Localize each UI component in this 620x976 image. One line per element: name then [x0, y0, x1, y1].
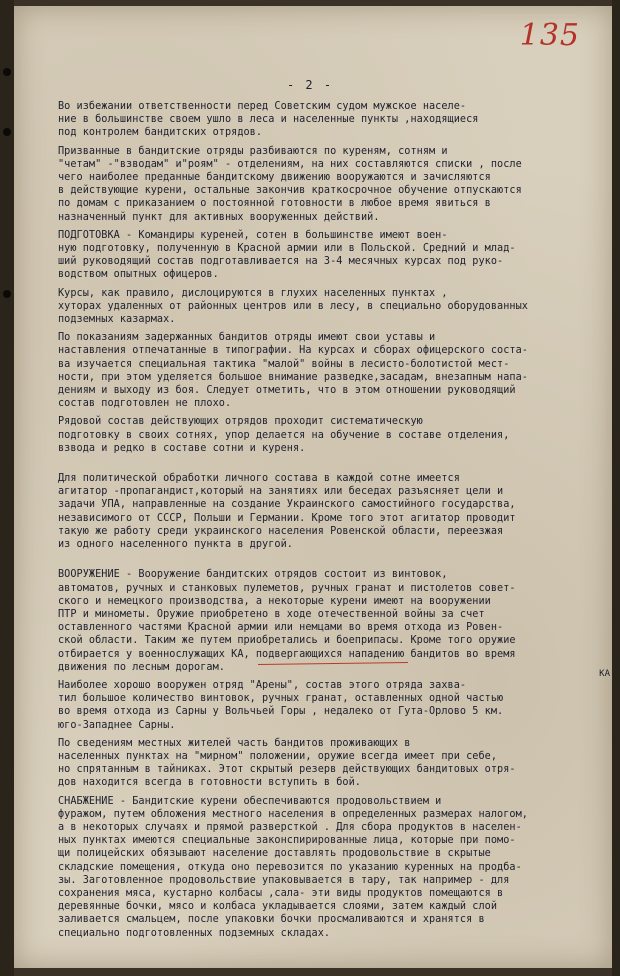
- text-line: складские помещения, откуда оно перевозится по указанию куренных на продба-: [58, 861, 522, 873]
- text-line: из одного населенного пункта в другой.: [58, 539, 293, 551]
- text-line: отбирается у военнослужащих КА, подвергающихся нападению бандитов во время: [58, 648, 516, 660]
- text-line: Наиболее хорошо вооружен отряд "Арены", состав этого отряда захва-: [58, 679, 467, 691]
- paragraph: [58, 795, 598, 940]
- text-line: населенных пунктах на "мирном" положении, оружие всегда имеет при себе,: [58, 750, 498, 762]
- paragraph: [58, 229, 598, 282]
- text-line: зы. Заготовленное продовольствие упаковывается в тару, так например - для: [58, 874, 510, 886]
- text-line: ПОДГОТОВКА - Командиры куреней, сотен в большинстве имеют воен-: [58, 229, 448, 241]
- text-line: наставления отпечатанные в типографии. На курсах и сборах офицерского соста-: [58, 345, 528, 357]
- page-number: - 2 -: [286, 78, 334, 92]
- text-line: ВООРУЖЕНИЕ - Вооружение бандитских отрядов состоит из винтовок,: [58, 569, 448, 581]
- text-line: ской области. Таким же путем приобретались и боеприпасы. Кроме того оружие: [58, 635, 516, 647]
- paragraph: [58, 415, 598, 455]
- text-line: а в некоторых случаях и прямой разверсткой . Для сбора продуктов в населен-: [58, 821, 522, 833]
- text-line: СНАБЖЕНИЕ - Бандитские курени обеспечиваются продовольствием и: [58, 795, 442, 807]
- paragraph: [58, 568, 598, 674]
- text-line: заливается смальцем, после упаковки бочки просмаливаются и хранятся в: [58, 914, 485, 926]
- text-line: водством опытных офицеров.: [58, 269, 219, 281]
- paragraph: [58, 331, 598, 410]
- text-line: Курсы, как правило, дислоцируются в глухих населенных пунктах ,: [58, 287, 448, 299]
- text-line: Призванные в бандитские отряды разбиваются по куреням, сотням и: [58, 145, 448, 157]
- text-line: такую же работу среди украинского населения Ровенской области, переезжая: [58, 525, 504, 537]
- text-line: назначенный пункт для активных вооруженных действий.: [58, 211, 380, 223]
- text-line: По сведениям местных жителей часть бандитов проживающих в: [58, 737, 411, 749]
- text-line: ние в большинстве своем ушло в леса и населенные пункты ,находящиеся: [58, 114, 479, 126]
- text-line: сохранения мяса, кустарно колбасы ,сала- эти виды продуктов помещаются в: [58, 887, 504, 899]
- text-line: Во избежании ответственности перед Советским судом мужское населе-: [58, 101, 467, 112]
- folio-number: 135: [519, 18, 580, 53]
- paragraph-gap: [58, 556, 598, 568]
- text-line: Рядовой состав действующих отрядов проходит систематическую: [58, 416, 423, 428]
- text-line: взвода и редко в составе сотни и куреня.: [58, 442, 306, 454]
- text-line: ную подготовку, полученную в Красной армии или в Польской. Средний и млад-: [58, 243, 516, 255]
- left-binding-edge: [0, 0, 14, 976]
- text-line: Для политической обработки личного состава в каждой сотне имеется: [58, 473, 460, 485]
- text-line: под контролем бандитских отрядов.: [58, 127, 263, 139]
- text-line: чего наиболее преданные бандитскому движению вооружаются и зачисляются: [58, 172, 491, 184]
- text-line: движения по лесным дорогам.: [58, 661, 225, 673]
- text-line: агитатор -пропагандист,который на занятиях или беседах разъясняет цели и: [58, 486, 504, 498]
- text-line: деревянные бочки, мясо и колбаса укладывается слоями, затем каждый слой: [58, 901, 498, 913]
- text-line: оставленного частями Красной армии или немцами во время отхода из Ровен-: [58, 622, 504, 634]
- text-line: дениям и выходу из боя. Следует отметить, что в этом отношении руководящий: [58, 385, 516, 397]
- paragraph: [58, 287, 598, 327]
- text-line: состав подготовлен не плохо.: [58, 398, 232, 410]
- text-line: но спрятанным в тайниках. Этот скрытый резерв действующих бандитовых отря-: [58, 764, 516, 776]
- text-line: ПТР и минометы. Оружие приобретено в ходе отечественной войны за счет: [58, 608, 485, 620]
- text-line: во время отхода из Сарны у Вольчьей Горы , недалеко от Гута-Орлово 5 км.: [58, 706, 504, 718]
- paragraph: [58, 100, 598, 140]
- text-line: щи полицейских обязывают население доставлять продовольствие в скрытые: [58, 848, 491, 860]
- text-line: ший руководящий состав подготавливается на 3-4 месячных курсах под руко-: [58, 256, 504, 268]
- binding-hole: [3, 128, 11, 136]
- text-line: автоматов, ручных и станковых пулеметов, ручных гранат и пистолетов совет-: [58, 582, 516, 594]
- text-line: задачи УПА, направленные на создание Украинского самостийного государства,: [58, 499, 516, 511]
- paragraph: [58, 472, 598, 551]
- document-body: [58, 100, 598, 945]
- binding-hole: [3, 290, 11, 298]
- paragraph: [58, 679, 598, 732]
- right-edge: [612, 0, 620, 976]
- text-line: ва изучается специальная тактика "малой" войны в лесисто-болотистой мест-: [58, 358, 510, 370]
- text-line: независимого от СССР, Польши и Германии. Кроме того этот агитатор проводит: [58, 512, 516, 524]
- margin-note: КА: [599, 669, 610, 679]
- text-line: в действующие курени, остальные закончив краткосрочное обучение отпускаются: [58, 185, 522, 197]
- text-line: По показаниям задержанных бандитов отряды имеют свои уставы и: [58, 332, 436, 344]
- binding-hole: [3, 68, 11, 76]
- paragraph-gap: [58, 460, 598, 472]
- text-line: подготовку в своих сотнях, упор делается на обучение в составе отделения,: [58, 429, 510, 441]
- text-line: "четам" -"взводам" и"роям" - отделениям, на них составляются списки , после: [58, 158, 522, 170]
- text-line: юго-Западнее Сарны.: [58, 719, 176, 731]
- text-line: по домам с приказанием о постоянной готовности в любое время явиться в: [58, 198, 491, 210]
- text-line: ского и немецкого производства, а некоторые курени имеют на вооружении: [58, 595, 491, 607]
- paragraph: [58, 145, 598, 224]
- text-line: ных пунктах имеются специальные законспирированные лица, которые при помо-: [58, 835, 516, 847]
- paragraph: [58, 737, 598, 790]
- text-line: специально подготовленных подземных складах.: [58, 927, 331, 939]
- text-line: тил большое количество винтовок, ручных гранат, оставленных одной частью: [58, 693, 504, 705]
- text-line: фуражом, путем обложения местного населения в определенных размерах налогом,: [58, 808, 528, 820]
- text-line: дов находится всегда в готовности вступить в бой.: [58, 777, 361, 789]
- text-line: подземных казармах.: [58, 314, 176, 326]
- text-line: ности, при этом уделяется большое внимание разведке,засадам, внезапным напа-: [58, 371, 528, 383]
- text-line: хуторах удаленных от районных центров или в лесу, в специально оборудованных: [58, 300, 528, 312]
